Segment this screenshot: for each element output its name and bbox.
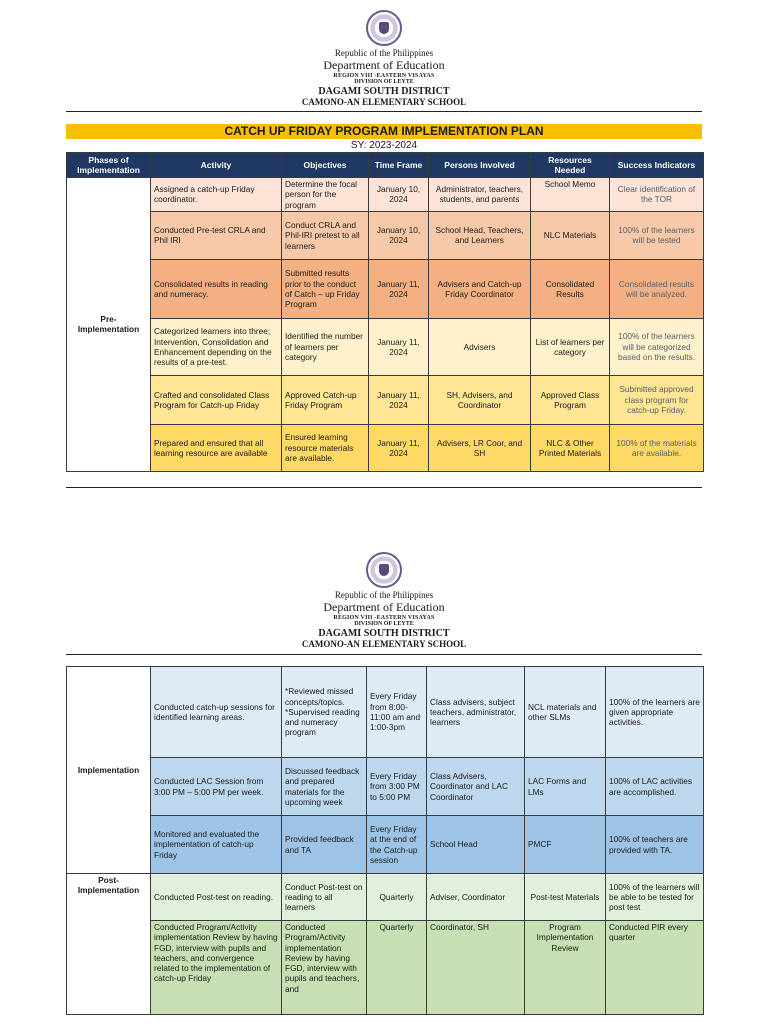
pre-implementation-table: [66, 152, 704, 472]
activity-cell: Monitored and evaluated the implementation of catch-up Friday: [151, 816, 282, 874]
resources-cell: NCL materials and other SLMs: [525, 667, 606, 758]
objectives-cell: Provided feedback and TA: [282, 816, 367, 874]
col-resources: Resources Needed: [531, 153, 610, 178]
persons-cell: Coordinator, SH: [427, 921, 525, 1015]
col-indicators: Success Indicators: [610, 153, 704, 178]
resources-cell: Program Implementation Review: [525, 921, 606, 1015]
table-row: [67, 816, 704, 874]
time-cell: January 10, 2024: [369, 211, 429, 259]
col-activity: Activity: [151, 153, 282, 178]
objectives-cell: Conduct Post-test on reading to all learners: [282, 874, 367, 921]
indicators-cell: 100% of teachers are provided with TA.: [606, 816, 704, 874]
indicators-cell: Conducted PIR every quarter: [606, 921, 704, 1015]
indicators-cell: 100% of the learners will be able to be tested for post test: [606, 874, 704, 921]
persons-cell: Advisers, LR Coor, and SH: [429, 424, 531, 471]
table-row: [67, 259, 704, 318]
resources-cell: Approved Class Program: [531, 375, 610, 424]
resources-cell: Consolidated Results: [531, 259, 610, 318]
resources-cell: PMCF: [525, 816, 606, 874]
school-label: CAMONO-AN ELEMENTARY SCHOOL: [301, 97, 467, 107]
persons-cell: Advisers: [429, 318, 531, 375]
indicators-cell: 100% of the learners are given appropriate activities.: [606, 667, 704, 758]
deped-seal-icon: [366, 10, 402, 46]
time-cell: Quarterly: [367, 874, 427, 921]
plan-title: CATCH UP FRIDAY PROGRAM IMPLEMENTATION PLAN: [66, 124, 702, 139]
objectives-cell: Determine the focal person for the program: [282, 178, 369, 212]
objectives-cell: Conducted Program/Activity implementation Review by having FGD, interview with pupils and teachers, and: [282, 921, 367, 1015]
activity-cell: Conducted LAC Session from 3:00 PM – 5:00 PM per week.: [151, 758, 282, 816]
table-row: [67, 758, 704, 816]
activity-cell: Categorized learners into three; Intervention, Consolidation and Enhancement depending on the results of a pre-test.: [151, 318, 282, 375]
time-cell: January 10, 2024: [369, 178, 429, 212]
resources-cell: School Memo: [531, 178, 610, 212]
time-cell: Every Friday from 3:00 PM to 5:00 PM: [367, 758, 427, 816]
time-cell: Every Friday at the end of the Catch-up session: [367, 816, 427, 874]
activity-cell: Conducted Post-test on reading.: [151, 874, 282, 921]
indicators-cell: 100% of the learners will be tested: [610, 211, 704, 259]
activity-cell: Assigned a catch-up Friday coordinator.: [151, 178, 282, 212]
col-objectives: Objectives: [282, 153, 369, 178]
objectives-cell: Approved Catch-up Friday Program: [282, 375, 369, 424]
resources-cell: List of learners per category: [531, 318, 610, 375]
district-label: DAGAMI SOUTH DISTRICT: [318, 86, 450, 97]
table-row: [67, 318, 704, 375]
resources-cell: NLC Materials: [531, 211, 610, 259]
activity-cell: Conducted catch-up sessions for identified learning areas.: [151, 667, 282, 758]
region-label: REGION VIII -EASTERN VISAYAS: [333, 73, 435, 79]
republic-label: Republic of the Philippines: [334, 590, 434, 600]
school-label: CAMONO-AN ELEMENTARY SCHOOL: [301, 639, 467, 649]
persons-cell: School Head: [427, 816, 525, 874]
header-divider: [66, 654, 702, 655]
persons-cell: Adviser, Coordinator: [427, 874, 525, 921]
division-label: DIVISION OF LEYTE: [354, 79, 414, 85]
persons-cell: School Head, Teachers, and Learners: [429, 211, 531, 259]
header-divider: [66, 111, 702, 112]
table-row: [67, 178, 704, 212]
phase-cell: Implementation: [67, 667, 151, 874]
table-row: [67, 375, 704, 424]
persons-cell: Advisers and Catch-up Friday Coordinator: [429, 259, 531, 318]
district-label: DAGAMI SOUTH DISTRICT: [318, 628, 450, 639]
republic-label: Republic of the Philippines: [334, 48, 434, 58]
implementation-table: [66, 666, 704, 1015]
indicators-cell: Clear identification of the TOR: [610, 178, 704, 212]
time-cell: January 11, 2024: [369, 259, 429, 318]
objectives-cell: Conduct CRLA and Phil-IRI pretest to all learners: [282, 211, 369, 259]
activity-cell: Prepared and ensured that all learning resource are available: [151, 424, 282, 471]
resources-cell: Post-test Materials: [525, 874, 606, 921]
time-cell: January 11, 2024: [369, 375, 429, 424]
deped-seal-icon: [366, 552, 402, 588]
time-cell: Quarterly: [367, 921, 427, 1015]
col-time-frame: Time Frame: [369, 153, 429, 178]
table-row: [67, 211, 704, 259]
activity-cell: Conducted Pre-test CRLA and Phil IRI: [151, 211, 282, 259]
resources-cell: LAC Forms and LMs: [525, 758, 606, 816]
school-year: SY: 2023-2024: [350, 140, 418, 151]
objectives-cell: Submitted results prior to the conduct of Catch – up Friday Program: [282, 259, 369, 318]
indicators-cell: 100% of the materials are available.: [610, 424, 704, 471]
indicators-cell: 100% of the learners will be categorized based on the results.: [610, 318, 704, 375]
activity-cell: Conducted Program/Activity implementation Review by having FGD, interview with pupils and teachers, and convergence related to the implementation of catch-up Friday: [151, 921, 282, 1015]
department-label: Department of Education: [323, 58, 445, 72]
department-label: Department of Education: [323, 600, 445, 614]
table-row: [67, 921, 704, 1015]
col-phases: Phases of Implementation: [67, 153, 151, 178]
indicators-cell: Submitted approved class program for catch-up Friday.: [610, 375, 704, 424]
phase-cell: Pre-Implementation: [67, 178, 151, 472]
objectives-cell: Discussed feedback and prepared materials for the upcoming week: [282, 758, 367, 816]
persons-cell: Class Advisers, Coordinator and LAC Coordinator: [427, 758, 525, 816]
region-label: REGION VIII -EASTERN VISAYAS: [333, 615, 435, 621]
resources-cell: NLC & Other Printed Materials: [531, 424, 610, 471]
col-persons: Persons Involved: [429, 153, 531, 178]
objectives-cell: Identified the number of learners per category: [282, 318, 369, 375]
activity-cell: Crafted and consolidated Class Program for Catch-up Friday: [151, 375, 282, 424]
phase-cell: Post-Implementation: [67, 874, 151, 1015]
activity-cell: Consolidated results in reading and numeracy.: [151, 259, 282, 318]
division-label: DIVISION OF LEYTE: [354, 621, 414, 627]
objectives-cell: Ensured learning resource materials are available.: [282, 424, 369, 471]
persons-cell: Class advisers, subject teachers, administrator, learners: [427, 667, 525, 758]
time-cell: January 11, 2024: [369, 424, 429, 471]
persons-cell: SH, Advisers, and Coordinator: [429, 375, 531, 424]
indicators-cell: Consolidated results will be analyzed.: [610, 259, 704, 318]
persons-cell: Administrator, teachers, students, and parents: [429, 178, 531, 212]
page-1-bottom-rule: [66, 487, 702, 488]
indicators-cell: 100% of LAC activities are accomplished.: [606, 758, 704, 816]
time-cell: Every Friday from 8:00-11:00 am and 1:00-3pm: [367, 667, 427, 758]
table-header-row: [67, 153, 704, 178]
table-row: [67, 667, 704, 758]
time-cell: January 11, 2024: [369, 318, 429, 375]
letterhead-page-2: [0, 552, 768, 649]
table-row: [67, 874, 704, 921]
letterhead-page-1: [0, 10, 768, 107]
objectives-cell: *Reviewed missed concepts/topics. *Supervised reading and numeracy program: [282, 667, 367, 758]
table-row: [67, 424, 704, 471]
